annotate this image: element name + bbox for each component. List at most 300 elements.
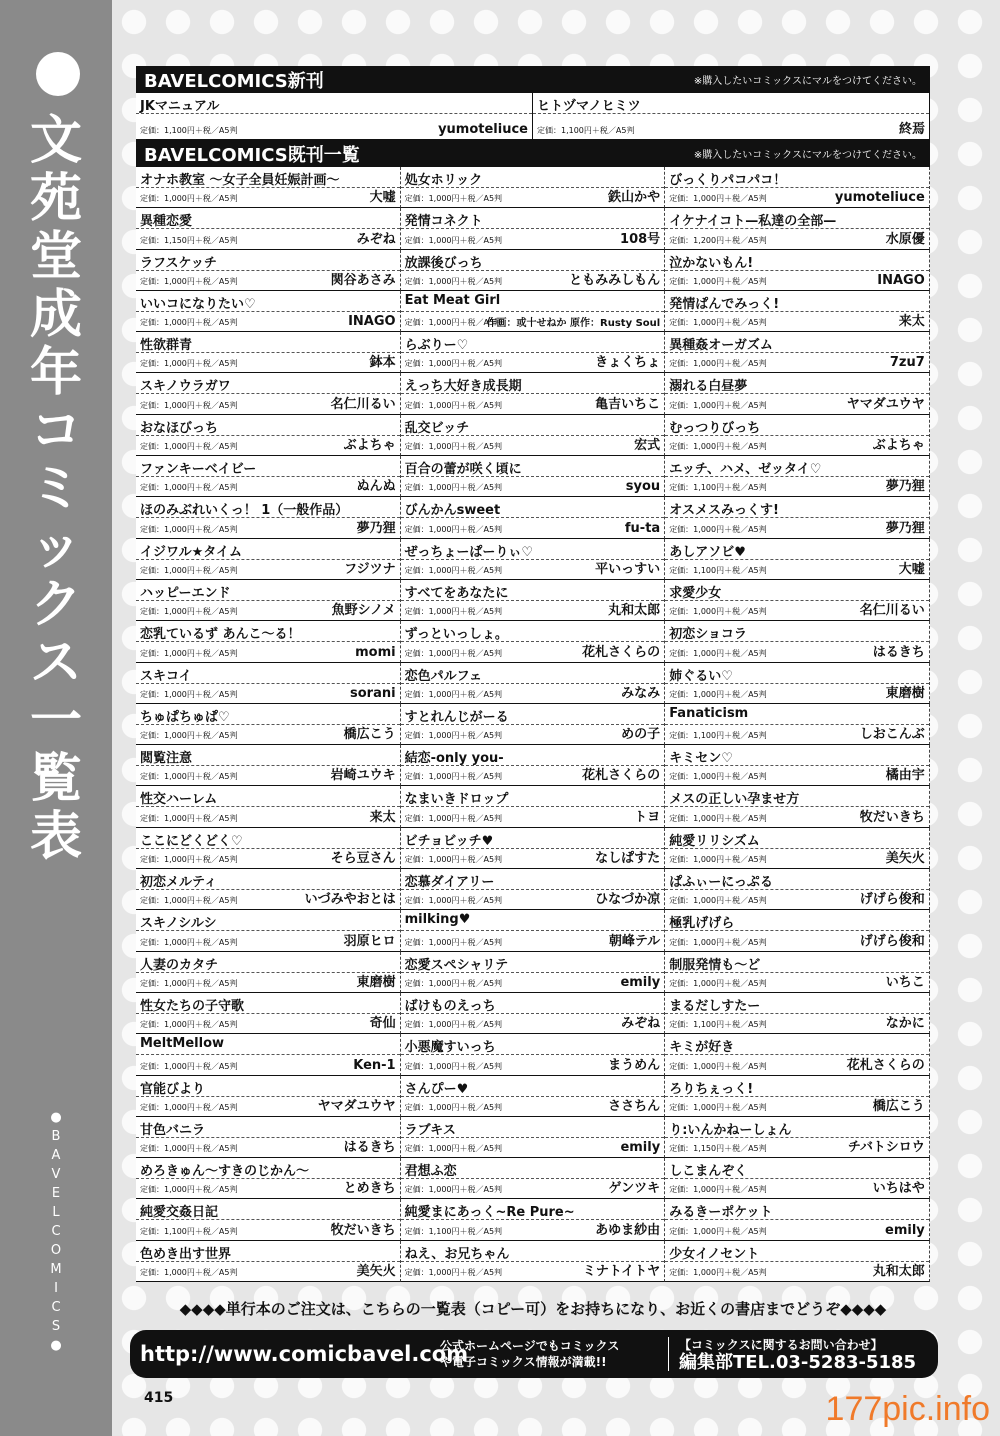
list-item[interactable] [665, 208, 930, 249]
list-item[interactable] [401, 704, 666, 745]
item-title: 百合の蕾が咲く頃に [404, 462, 522, 478]
item-author: 橋広こう [872, 1098, 925, 1114]
item-author: INAGO [348, 314, 396, 330]
item-author: げげら俊和 [859, 933, 925, 949]
item-author: 鉄山かや [608, 190, 661, 206]
item-title: ヒトヅマノヒミツ [537, 99, 641, 114]
item-price: 定価：1,000円＋税／A5判 [669, 772, 767, 782]
item-author: 夢乃狸 [356, 520, 396, 536]
list-item[interactable] [136, 497, 401, 538]
new-releases-note: ※購入したいコミックスにマルをつけてください。 [693, 76, 922, 87]
item-author: とめきち [343, 1181, 396, 1197]
list-item[interactable] [136, 208, 401, 249]
list-item[interactable] [136, 869, 401, 910]
item-price: 定価：1,000円＋税／A5判 [404, 937, 503, 947]
item-author: 夢乃狸 [885, 479, 925, 495]
item-author: みぞね [356, 231, 396, 247]
item-price: 定価：1,000円＋税／A5判 [404, 648, 503, 658]
item-price: 定価：1,000円＋税／A5判 [140, 1144, 238, 1154]
item-price: 定価：1,000円＋税／A5判 [140, 1185, 238, 1195]
list-item[interactable] [136, 580, 401, 621]
website-note [440, 1338, 658, 1370]
list-item[interactable] [401, 828, 666, 869]
item-price: 定価：1,000円＋税／A5判 [669, 276, 767, 286]
list-item[interactable] [401, 539, 666, 580]
list-item[interactable] [665, 993, 930, 1034]
item-title: すべてをあなたに [404, 585, 509, 601]
item-author: 羽原ヒロ [343, 933, 396, 949]
item-author: fu-ta [624, 520, 661, 536]
item-title: 小悪魔すいっち [404, 1040, 496, 1056]
item-price: 定価：1,000円＋税／A5判 [140, 483, 238, 493]
backlist-column [401, 167, 666, 1282]
item-title: らぶりー♡ [404, 338, 469, 354]
item-price: 定価：1,000円＋税／A5判 [140, 813, 238, 823]
list-item[interactable] [136, 1117, 401, 1158]
item-price: 定価：1,000円＋税／A5判 [404, 400, 503, 410]
item-price: 定価：1,100円＋税／A5判 [669, 731, 767, 741]
item-title: 恋愛スペシャリテ [404, 957, 509, 973]
item-author: INAGO [877, 272, 925, 288]
item-price: 定価：1,000円＋税／A5判 [404, 1268, 503, 1278]
item-title: 結恋-only you- [404, 751, 504, 767]
item-title: MeltMellow [140, 1036, 225, 1052]
item-author: ひなづか凉 [595, 892, 661, 908]
item-price: 定価：1,100円＋税／A5判 [404, 1226, 503, 1236]
list-item[interactable] [401, 373, 666, 414]
item-author: 魚野シノメ [331, 603, 396, 619]
item-price: 定価：1,000円＋税／A5判 [140, 524, 238, 534]
item-price: 定価：1,000円＋税／A5判 [140, 1020, 238, 1030]
list-item[interactable] [665, 250, 930, 291]
item-price: 定価：1,000円＋税／A5判 [404, 1102, 503, 1112]
item-author: ささちん [608, 1098, 661, 1114]
item-price: 定価：1,100円＋税／A5判 [140, 1226, 238, 1236]
item-title: あしアソビ♥ [669, 544, 746, 560]
item-author: syou [625, 479, 661, 495]
item-author: ぬんぬ [356, 479, 396, 495]
item-author: 牧だいきち [859, 809, 925, 825]
item-divider [136, 1054, 400, 1055]
list-item[interactable] [136, 539, 401, 580]
item-author: 牧だいきち [330, 1222, 396, 1238]
item-price: 定価：1,100円＋税／A5判 [669, 1020, 767, 1030]
sidebar-title-char: 文 [29, 111, 82, 171]
list-item[interactable] [401, 456, 666, 497]
item-author: ゲンツキ [608, 1181, 661, 1197]
list-item[interactable] [665, 910, 930, 951]
item-title: なまいきドロップ [404, 792, 509, 808]
item-price: 定価：1,000円＋税／A5判 [669, 689, 767, 699]
item-author: yumoteliuce [438, 122, 528, 137]
item-price: 定価：1,000円＋税／A5判 [404, 772, 503, 782]
item-title: 乱交ビッチ [404, 420, 470, 436]
item-title: ファンキーベイビー [140, 462, 257, 478]
item-title: びっくりパコパコ！ [669, 173, 787, 188]
item-title: ぱふぃーにっぷる [669, 875, 773, 891]
item-title: 恋慕ダイアリー [404, 875, 495, 891]
list-item[interactable] [136, 1158, 401, 1199]
item-price: 定価：1,000円＋税／A5判 [404, 359, 503, 369]
item-price: 定価：1,000円＋税／A5判 [404, 813, 503, 823]
item-title: 純愛交姦日記 [140, 1205, 219, 1221]
item-author: 来太 [369, 809, 396, 825]
item-title: 初恋メルティ [140, 875, 217, 891]
list-item[interactable] [401, 1158, 666, 1199]
list-item[interactable] [136, 456, 401, 497]
contact-label: 【コミックスに関するお問い合わせ】 [679, 1338, 883, 1352]
list-item[interactable] [401, 993, 666, 1034]
item-title: 性交ハーレム [140, 792, 218, 808]
list-item[interactable] [136, 332, 401, 373]
item-price: 定価：1,100円＋税／A5判 [669, 483, 767, 493]
item-author: ともみみしもん [569, 272, 661, 288]
sidebar-subtitle-char: L [52, 1205, 60, 1220]
item-title: オスメスみっくす! [669, 503, 779, 519]
item-author: momi [355, 644, 396, 660]
item-title: 制服発情も〜ど [669, 957, 761, 973]
list-item[interactable] [401, 869, 666, 910]
website-note-line: 公式ホームページでもコミックス [440, 1339, 620, 1353]
item-title: ずっといっしょ。 [404, 627, 508, 643]
item-author: しおこんぶ [859, 727, 925, 743]
sidebar-title-char: 苑 [29, 169, 82, 229]
item-title: り:いんかねーしょん [669, 1122, 792, 1138]
item-author: 108号 [620, 231, 661, 247]
item-author: 丸和太郎 [872, 1264, 925, 1280]
item-price: 定価：1,000円＋税／A5判 [404, 1061, 503, 1071]
item-author: 終焉 [898, 122, 925, 137]
item-price: 定価：1,000円＋税／A5判 [404, 524, 503, 534]
bullet-circle-icon [36, 52, 80, 96]
item-price: 定価：1,100円＋税／A5判 [669, 565, 767, 575]
list-item[interactable] [665, 869, 930, 910]
list-item[interactable] [401, 952, 666, 993]
list-item[interactable] [401, 1076, 666, 1117]
item-author: 東磨樹 [356, 974, 396, 990]
list-item[interactable] [401, 580, 666, 621]
list-item[interactable] [401, 663, 666, 704]
item-title: おなほびっち [140, 420, 219, 436]
list-item[interactable] [136, 993, 401, 1034]
item-price: 定価：1,000円＋税／A5判 [669, 1061, 767, 1071]
item-title: ろりちぇっく! [669, 1081, 754, 1097]
list-item[interactable] [136, 621, 401, 662]
item-author: 名仁川るい [859, 603, 925, 619]
item-author: げげら俊和 [859, 892, 925, 908]
item-title: ばけものえっち [404, 998, 496, 1014]
item-price: 定価：1,000円＋税／A5判 [404, 689, 503, 699]
item-price: 定価：1,000円＋税／A5判 [404, 442, 503, 452]
item-author: トヨ [634, 809, 661, 825]
list-item[interactable] [665, 1199, 930, 1240]
sidebar-title-char: 覧 [29, 749, 82, 809]
sidebar-title-char: 堂 [29, 227, 82, 287]
item-title: 放課後びっち [404, 255, 483, 271]
item-title: 性欲群青 [140, 338, 193, 354]
list-item[interactable] [401, 621, 666, 662]
sidebar-subtitle-char: C [51, 1300, 61, 1315]
item-author: 大嘘 [898, 561, 925, 577]
item-author: ヤマダユウヤ [317, 1098, 396, 1114]
website-link[interactable]: http://www.comicbavel.com [140, 1342, 469, 1366]
item-author: 水原優 [885, 231, 925, 247]
item-price: 定価：1,000円＋税／A5判 [140, 772, 238, 782]
item-title: めろきゅん〜すきのじかん〜 [140, 1164, 310, 1180]
item-author: emily [620, 974, 661, 990]
item-price: 定価：1,000円＋税／A5判 [669, 607, 767, 617]
sidebar-subtitle-char: ● [50, 1110, 62, 1125]
item-author: 作画：或十せねか 原作：Rusty Soul [486, 318, 661, 330]
list-item[interactable] [401, 291, 666, 332]
item-title: 純愛リリシズム [669, 833, 760, 849]
item-price: 定価：1,150円＋税／A5判 [669, 1144, 767, 1154]
item-price: 定価：1,000円＋税／A5判 [140, 978, 238, 988]
item-author: なしぱすた [595, 851, 661, 867]
item-title: 発情コネクト [404, 214, 483, 230]
sidebar-title-char: コ [29, 401, 82, 461]
sidebar-subtitle [46, 1108, 66, 1355]
list-item[interactable] [401, 786, 666, 827]
list-item[interactable] [401, 332, 666, 373]
list-item[interactable] [665, 1117, 930, 1158]
item-author: 東磨樹 [885, 685, 925, 701]
item-author: なかに [885, 1016, 925, 1032]
item-price: 定価：1,000円＋税／A5判 [404, 235, 503, 245]
list-item[interactable] [401, 250, 666, 291]
item-author: いちはや [872, 1181, 925, 1197]
list-item[interactable] [401, 1199, 666, 1240]
item-title: ハッピーエンド [140, 585, 231, 601]
item-title: 恋乳ているず あんこ〜る！ [140, 627, 301, 643]
item-title: 溺れる白昼夢 [669, 379, 748, 395]
item-author: まうめん [608, 1057, 661, 1073]
list-item[interactable] [665, 1241, 930, 1282]
list-item[interactable] [665, 415, 930, 456]
item-author: そら豆さん [330, 851, 396, 867]
list-item[interactable] [136, 167, 401, 208]
backlist-grid [136, 167, 930, 1282]
backlist-column [665, 167, 930, 1282]
sidebar [0, 0, 112, 1436]
list-item[interactable] [136, 745, 401, 786]
website-note-line: や電子コミックス情報が満載!! [440, 1355, 607, 1369]
item-price: 定価：1,000円＋税／A5判 [140, 400, 238, 410]
item-title: ほのみぶれいくっ！ 1（一般作品） [140, 503, 349, 519]
list-item[interactable] [665, 952, 930, 993]
item-title: 性女たちの子守歌 [140, 998, 245, 1014]
list-item[interactable] [136, 704, 401, 745]
item-author: チバトシロウ [847, 1140, 925, 1156]
item-author: 夢乃狸 [885, 520, 925, 536]
sidebar-subtitle-char: V [51, 1167, 61, 1182]
backlist-title: BAVELCOMICS既刊一覧 [144, 144, 360, 166]
new-release-item[interactable] [533, 93, 930, 139]
item-price: 定価：1,000円＋税／A5判 [404, 731, 503, 741]
list-item[interactable] [665, 663, 930, 704]
list-item[interactable] [665, 1158, 930, 1199]
item-author: 7zu7 [889, 355, 925, 371]
list-item[interactable] [665, 332, 930, 373]
item-title: ちゅぱちゅぱ♡ [140, 709, 230, 725]
list-item[interactable] [401, 1117, 666, 1158]
page-number: 415 [144, 1390, 174, 1406]
list-item[interactable] [136, 828, 401, 869]
item-title: オナホ教室 〜女子全員妊娠計画〜 [140, 173, 340, 188]
item-price: 定価：1,000円＋税／A5判 [140, 276, 238, 286]
item-price: 定価：1,000円＋税／A5判 [669, 813, 767, 823]
list-item[interactable] [665, 786, 930, 827]
list-item[interactable] [401, 910, 666, 951]
item-author: yumoteliuce [834, 190, 925, 206]
item-price: 定価：1,000円＋税／A5判 [669, 359, 767, 369]
sidebar-subtitle-char: S [51, 1319, 61, 1334]
list-item[interactable] [665, 1076, 930, 1117]
item-price: 定価：1,000円＋税／A5判 [140, 1102, 238, 1112]
list-item[interactable] [665, 621, 930, 662]
item-author: はるきち [343, 1140, 396, 1156]
list-item[interactable] [136, 786, 401, 827]
item-author: 名仁川るい [330, 396, 396, 412]
item-price: 定価：1,000円＋税／A5判 [669, 937, 767, 947]
item-title: むっつりびっち [669, 420, 761, 436]
item-author: Ken-1 [353, 1057, 396, 1073]
item-author: 宏式 [634, 438, 661, 454]
item-price: 定価：1,000円＋税／A5判 [669, 400, 767, 410]
backlist-note: ※購入したいコミックスにマルをつけてください。 [693, 150, 922, 161]
item-price: 定価：1,000円＋税／A5判 [669, 1185, 767, 1195]
list-item[interactable] [665, 704, 930, 745]
item-author: きょくちょ [595, 355, 661, 371]
list-item[interactable] [401, 1241, 666, 1282]
list-item[interactable] [665, 497, 930, 538]
list-item[interactable] [136, 373, 401, 414]
list-item[interactable] [136, 1076, 401, 1117]
item-title: さんぴー♥ [404, 1081, 469, 1097]
backlist-column [136, 167, 401, 1282]
item-price: 定価：1,000円＋税／A5判 [140, 318, 238, 328]
item-title: 甘色バニラ [140, 1122, 206, 1138]
item-title: すとれんじがーる [404, 709, 509, 725]
item-author: めの子 [621, 727, 661, 743]
item-author: 来太 [898, 314, 925, 330]
item-title: キミセン♡ [669, 751, 733, 767]
item-price: 定価：1,000円＋税／A5判 [140, 1268, 238, 1278]
list-item[interactable] [665, 539, 930, 580]
list-item[interactable] [665, 1034, 930, 1075]
item-author: 奇仙 [369, 1016, 396, 1032]
item-author: 亀吉いちこ [595, 396, 661, 412]
list-item[interactable] [665, 745, 930, 786]
item-title: ここにどくどく♡ [140, 833, 243, 849]
item-title: 人妻のカタチ [140, 957, 219, 973]
item-title: Eat Meat Girl [404, 292, 501, 308]
item-price: 定価：1,100円＋税／A5判 [537, 126, 635, 135]
item-price: 定価：1,000円＋税／A5判 [669, 318, 767, 328]
item-title: milking♥ [404, 912, 471, 928]
sidebar-subtitle-char: B [51, 1129, 61, 1144]
sidebar-subtitle-char: O [50, 1243, 62, 1258]
list-item[interactable] [665, 456, 930, 497]
item-price: 定価：1,000円＋税／A5判 [404, 1144, 503, 1154]
item-title: エッチ、ハメ、ゼッタイ♡ [669, 462, 822, 478]
item-price: 定価：1,000円＋税／A5判 [404, 1185, 503, 1195]
contact-tel: 編集部TEL.03-5283-5185 [679, 1352, 917, 1373]
list-item[interactable] [401, 497, 666, 538]
item-price: 定価：1,000円＋税／A5判 [669, 648, 767, 658]
item-author: ヤマダユウヤ [846, 396, 925, 412]
item-title: メスの正しい孕ませ方 [669, 792, 800, 808]
list-item[interactable] [401, 1034, 666, 1075]
item-title: Fanaticism [669, 705, 749, 721]
list-item[interactable] [136, 291, 401, 332]
list-item[interactable] [401, 167, 666, 208]
item-title: イケナイコト—私達の全部— [669, 214, 837, 230]
list-item[interactable] [136, 250, 401, 291]
item-title: 初恋ショコラ [669, 627, 747, 643]
list-item[interactable] [401, 745, 666, 786]
sidebar-subtitle-char: E [51, 1186, 61, 1201]
item-author: いちこ [885, 974, 925, 990]
item-title: JKマニュアル [140, 99, 220, 114]
item-title: びんかんsweet [404, 503, 501, 519]
list-item[interactable] [665, 828, 930, 869]
item-price: 定価：1,000円＋税／A5判 [669, 524, 767, 534]
sidebar-title-char: 成 [29, 285, 82, 345]
order-note: ◆◆◆◆単行本のご注文は、こちらの一覧表（コピー可）をお持ちになり、お近くの書店までどうぞ◆◆◆◆ [179, 1300, 887, 1318]
item-author: いづみやおとは [304, 892, 396, 908]
list-item[interactable] [136, 1241, 401, 1282]
item-price: 定価：1,000円＋税／A5判 [669, 978, 767, 988]
item-price: 定価：1,000円＋税／A5判 [669, 1268, 767, 1278]
item-author: みなみ [621, 685, 661, 701]
item-title: ねえ、お兄ちゃん [404, 1246, 510, 1262]
item-title: 色めき出す世界 [140, 1246, 232, 1262]
list-item[interactable] [136, 910, 401, 951]
new-release-item[interactable] [136, 93, 533, 139]
list-item[interactable] [136, 1199, 401, 1240]
list-item[interactable] [665, 167, 930, 208]
item-title: 異種恋愛 [140, 214, 193, 230]
item-title: しこまんぞく [669, 1164, 748, 1180]
sidebar-subtitle-char: I [54, 1281, 58, 1296]
list-item[interactable] [136, 952, 401, 993]
item-title: 求愛少女 [669, 585, 722, 601]
new-releases-title: BAVELCOMICS新刊 [144, 70, 324, 92]
list-item[interactable] [665, 580, 930, 621]
list-item[interactable] [401, 208, 666, 249]
item-author: 花札さくらの [582, 768, 661, 784]
sidebar-title-char: ク [29, 575, 82, 635]
item-author: ぶよちゃ [343, 438, 396, 454]
list-item[interactable] [136, 663, 401, 704]
item-price: 定価：1,000円＋税／A5判 [140, 937, 238, 947]
list-item[interactable] [665, 291, 930, 332]
list-item[interactable] [136, 415, 401, 456]
list-item[interactable] [401, 415, 666, 456]
sidebar-title-char: ッ [29, 517, 82, 577]
item-author: 大嘘 [369, 190, 396, 206]
item-price: 定価：1,000円＋税／A5判 [140, 855, 238, 865]
contact-info [679, 1336, 916, 1372]
sidebar-title-char: ス [29, 633, 82, 693]
item-title: キミが好き [669, 1040, 735, 1056]
item-author: ミナトイトヤ [582, 1264, 661, 1280]
item-price: 定価：1,000円＋税／A5判 [404, 1020, 503, 1030]
sidebar-title-char: 一 [29, 691, 82, 751]
list-item[interactable] [136, 1034, 401, 1075]
list-item[interactable] [665, 373, 930, 414]
